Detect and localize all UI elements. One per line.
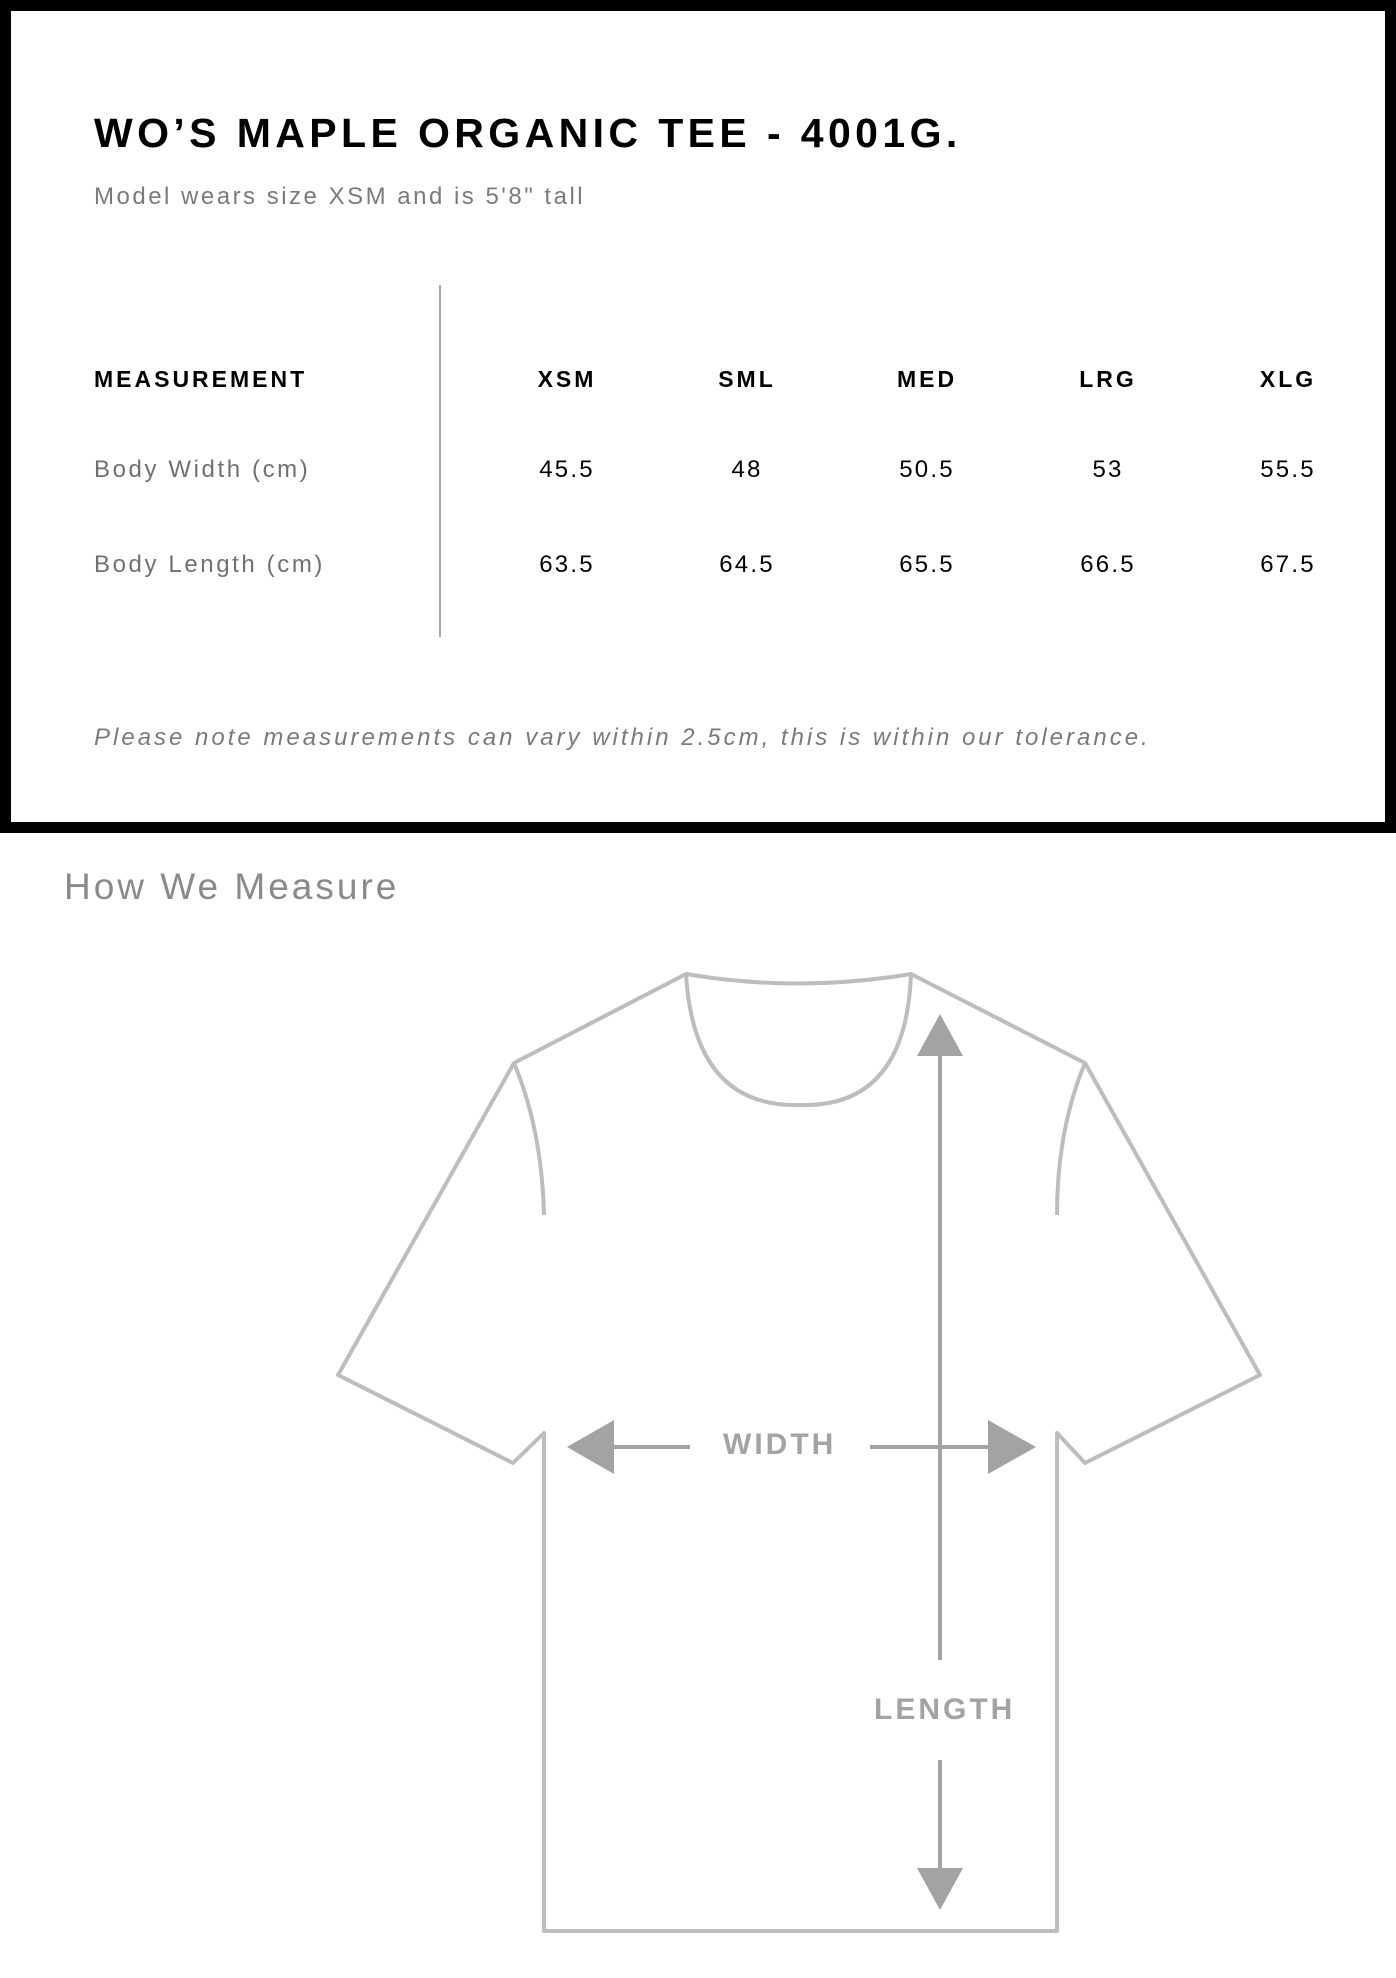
body-length-lrg: 66.5 xyxy=(1080,551,1136,578)
length-arrow xyxy=(917,1014,963,1910)
product-title: WO’S MAPLE ORGANIC TEE - 4001G. xyxy=(94,110,962,156)
tolerance-note: Please note measurements can vary within 2.5cm, this is within our tolerance. xyxy=(94,724,1151,751)
body-length-sml: 64.5 xyxy=(719,551,775,578)
width-label: WIDTH xyxy=(723,1428,837,1461)
header-measurement: MEASUREMENT xyxy=(94,366,308,392)
body-width-med: 50.5 xyxy=(899,456,955,483)
how-we-measure-heading: How We Measure xyxy=(64,866,400,907)
body-width-sml: 48 xyxy=(731,456,763,483)
header-size-xsm: XSM xyxy=(537,366,597,392)
body-width-lrg: 53 xyxy=(1092,456,1124,483)
row-label-body-length: Body Length (cm) xyxy=(94,551,326,578)
header-size-sml: SML xyxy=(718,366,776,392)
body-length-xsm: 63.5 xyxy=(539,551,595,578)
header-size-med: MED xyxy=(896,366,958,392)
body-length-xlg: 67.5 xyxy=(1260,551,1316,578)
row-label-body-width: Body Width (cm) xyxy=(94,456,311,483)
body-width-xlg: 55.5 xyxy=(1260,456,1316,483)
header-size-xlg: XLG xyxy=(1259,366,1317,392)
body-length-med: 65.5 xyxy=(899,551,955,578)
model-info: Model wears size XSM and is 5'8" tall xyxy=(94,183,586,210)
header-size-lrg: LRG xyxy=(1079,366,1137,392)
length-label: LENGTH xyxy=(874,1693,1016,1726)
body-width-xsm: 45.5 xyxy=(539,456,595,483)
